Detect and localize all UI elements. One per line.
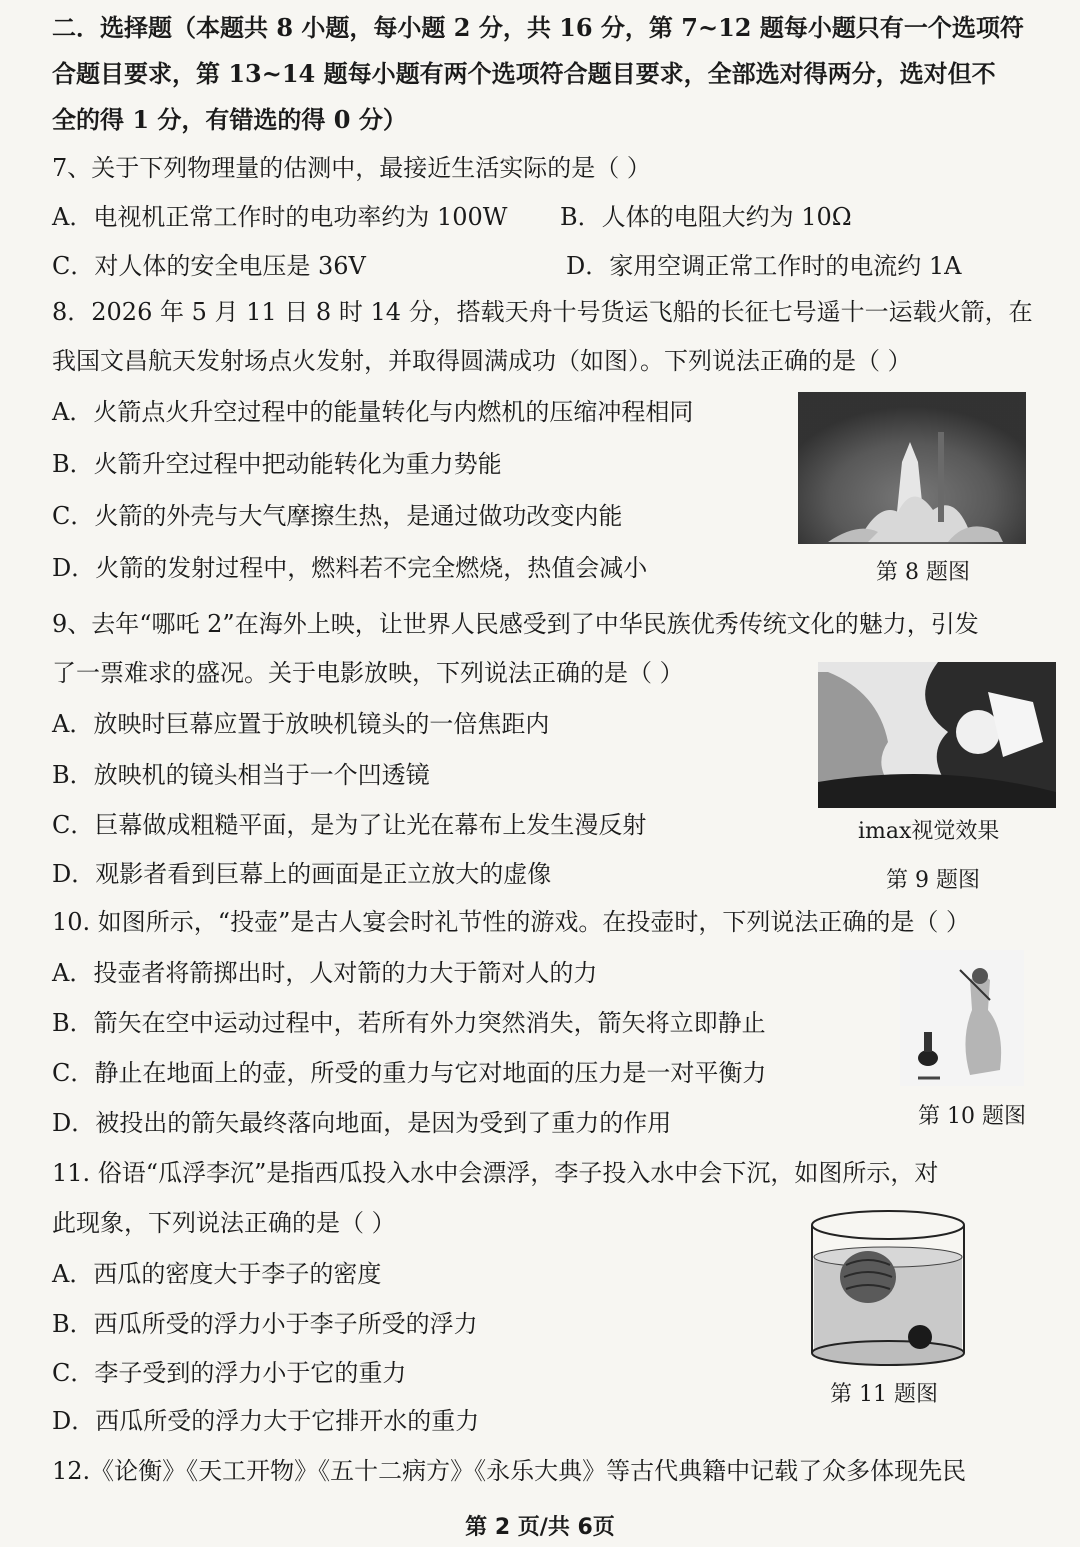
q7-option-a: A．电视机正常工作时的电功率约为 100W xyxy=(52,203,508,231)
q11-option-b: B．西瓜所受的浮力小于李子所受的浮力 xyxy=(52,1310,478,1338)
q7-option-d: D．家用空调正常工作时的电流约 1A xyxy=(566,252,962,280)
q10-option-b: B．箭矢在空中运动过程中，若所有外力突然消失，箭矢将立即静止 xyxy=(52,1009,766,1037)
q9-option-d: D．观影者看到巨幕上的画面是正立放大的虚像 xyxy=(52,860,552,888)
q7-stem: 7、关于下列物理量的估测中，最接近生活实际的是（ ） xyxy=(52,154,651,182)
q8-stem-line1: 8．2026 年 5 月 11 日 8 时 14 分，搭载天舟十号货运飞船的长征七号遥十一运载火箭，在 xyxy=(52,298,1033,326)
q8-option-b: B．火箭升空过程中把动能转化为重力势能 xyxy=(52,450,502,478)
q9-image-label: imax视觉效果 xyxy=(858,819,1000,844)
q11-option-a: A．西瓜的密度大于李子的密度 xyxy=(52,1260,382,1288)
q11-figure-caption: 第 11 题图 xyxy=(830,1382,938,1407)
q8-figure-caption: 第 8 题图 xyxy=(876,560,970,585)
water-beaker-image xyxy=(808,1205,968,1367)
q8-stem-line2: 我国文昌航天发射场点火发射，并取得圆满成功（如图）。下列说法正确的是（ ） xyxy=(52,347,912,375)
q8-option-a: A．火箭点火升空过程中的能量转化与内燃机的压缩冲程相同 xyxy=(52,398,694,426)
q9-option-a: A．放映时巨幕应置于放映机镜头的一倍焦距内 xyxy=(52,710,550,738)
q9-option-c: C．巨幕做成粗糙平面，是为了让光在幕布上发生漫反射 xyxy=(52,811,647,839)
q10-option-d: D．被投出的箭矢最终落向地面，是因为受到了重力的作用 xyxy=(52,1109,672,1137)
q11-option-d: D．西瓜所受的浮力大于它排开水的重力 xyxy=(52,1407,480,1435)
section-header-line3: 全的得 1 分，有错选的得 0 分） xyxy=(52,105,407,134)
q10-option-c: C．静止在地面上的壶，所受的重力与它对地面的压力是一对平衡力 xyxy=(52,1059,767,1087)
movie-poster-image xyxy=(818,662,1056,808)
q9-stem-line1: 9、去年“哪吒 2”在海外上映，让世界人民感受到了中华民族优秀传统文化的魅力，引发 xyxy=(52,610,979,638)
q9-stem-line2: 了一票难求的盛况。关于电影放映，下列说法正确的是（ ） xyxy=(52,659,684,687)
q11-stem-line2: 此现象，下列说法正确的是（ ） xyxy=(52,1209,396,1237)
section-header-line2: 合题目要求，第 13~14 题每小题有两个选项符合题目要求，全部选对得两分，选对但不 xyxy=(52,59,996,88)
q8-option-d: D．火箭的发射过程中，燃料若不完全燃烧，热值会减小 xyxy=(52,554,648,582)
q10-option-a: A．投壶者将箭掷出时，人对箭的力大于箭对人的力 xyxy=(52,959,598,987)
q10-figure-caption: 第 10 题图 xyxy=(918,1104,1026,1129)
section-header-line1: 二．选择题（本题共 8 小题，每小题 2 分，共 16 分，第 7~12 题每小题只有一个选项符 xyxy=(52,13,1024,42)
q8-option-c: C．火箭的外壳与大气摩擦生热，是通过做功改变内能 xyxy=(52,502,623,530)
q11-stem-line1: 11. 俗语“瓜浮李沉”是指西瓜投入水中会漂浮，李子投入水中会下沉，如图所示，对 xyxy=(52,1159,939,1187)
q10-stem: 10. 如图所示，“投壶”是古人宴会时礼节性的游戏。在投壶时，下列说法正确的是（ ） xyxy=(52,908,970,936)
q7-option-b: B．人体的电阻大约为 10Ω xyxy=(560,203,852,231)
page-number-footer: 第 2 页/共 6页 xyxy=(465,1515,615,1540)
rocket-launch-image xyxy=(798,392,1026,544)
q11-option-c: C．李子受到的浮力小于它的重力 xyxy=(52,1359,407,1387)
q9-option-b: B．放映机的镜头相当于一个凹透镜 xyxy=(52,761,430,789)
q12-stem-line1: 12.《论衡》《天工开物》《五十二病方》《永乐大典》等古代典籍中记载了众多体现先民 xyxy=(52,1457,967,1485)
q7-option-c: C．对人体的安全电压是 36V xyxy=(52,252,366,280)
q9-figure-caption: 第 9 题图 xyxy=(886,868,980,893)
pitch-pot-image xyxy=(900,950,1024,1086)
